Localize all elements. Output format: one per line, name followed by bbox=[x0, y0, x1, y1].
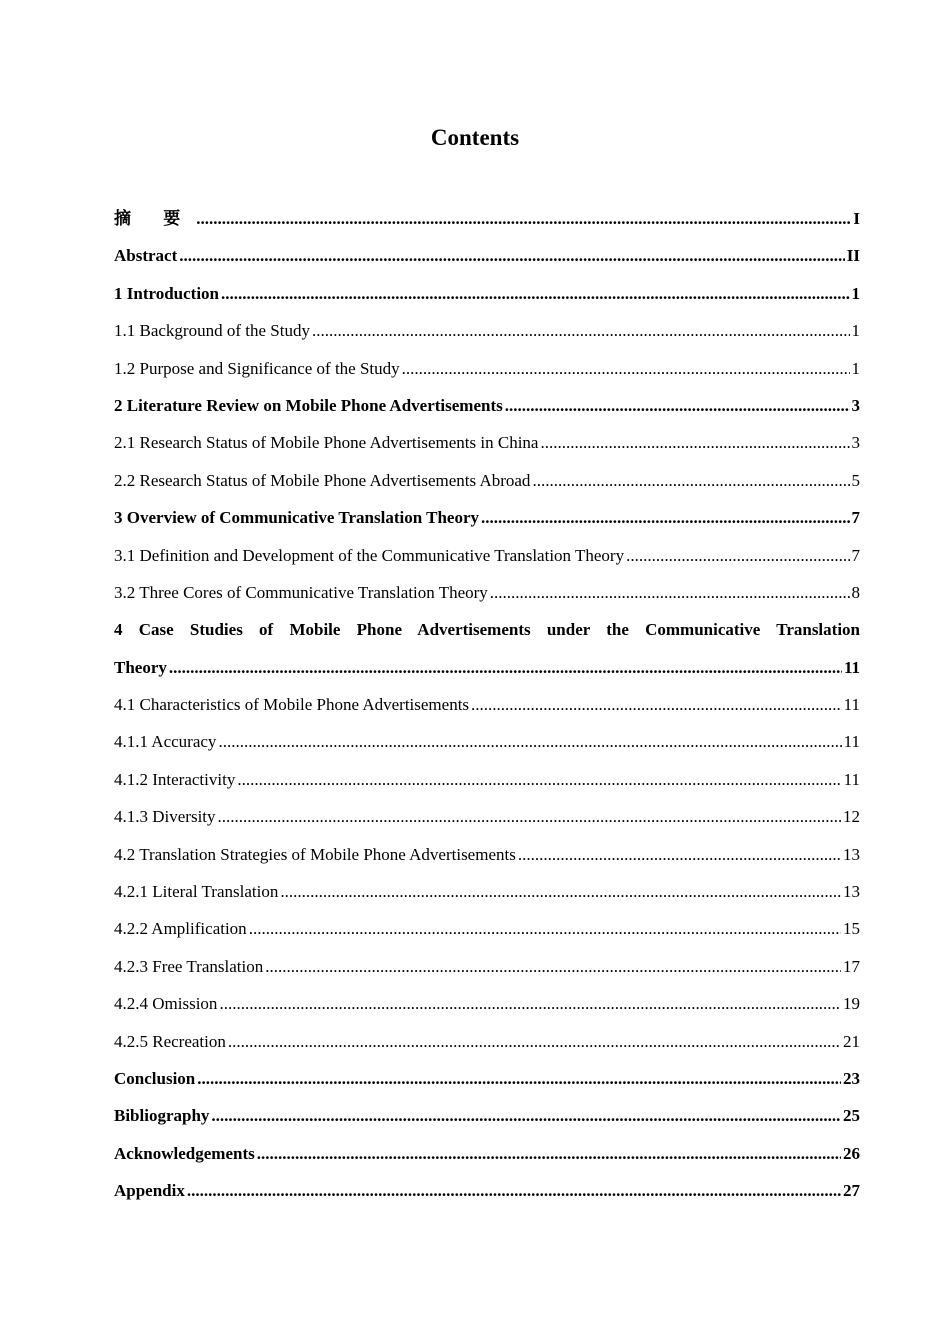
toc-entry-label: 4.2.2 Amplification bbox=[114, 919, 247, 939]
toc-entry-label: 4.1.2 Interactivity bbox=[114, 769, 236, 789]
toc-leader-dots bbox=[218, 723, 841, 760]
toc-entry-4-2[interactable] bbox=[114, 836, 860, 873]
toc-leader-dots bbox=[196, 200, 851, 237]
toc-leader-dots bbox=[218, 798, 841, 835]
toc-entry-4-1-2[interactable] bbox=[114, 761, 860, 798]
toc-entry-page: 1 bbox=[851, 321, 860, 341]
toc-entry-page: 11 bbox=[843, 657, 860, 677]
toc-entry-page: 13 bbox=[843, 882, 860, 902]
toc-entry-4-2-2[interactable] bbox=[114, 910, 860, 947]
toc-leader-dots bbox=[221, 275, 849, 312]
toc-entry-1-2[interactable] bbox=[114, 350, 860, 387]
toc-entry-label: 4.1 Characteristics of Mobile Phone Advertisements bbox=[114, 695, 470, 715]
toc-entry-label: 1.1 Background of the Study bbox=[114, 321, 310, 341]
toc-leader-dots bbox=[169, 649, 842, 686]
toc-leader-dots bbox=[471, 686, 842, 723]
toc-leader-dots bbox=[179, 237, 845, 274]
toc-entry-page: 23 bbox=[843, 1068, 860, 1088]
toc-entry-label: 4.2 Translation Strategies of Mobile Phone Advertisements bbox=[114, 844, 516, 864]
toc-entry-page: 11 bbox=[843, 732, 860, 752]
toc-entry-page: 17 bbox=[843, 956, 860, 976]
toc-entry-4-1[interactable] bbox=[114, 686, 860, 723]
toc-leader-dots bbox=[402, 350, 850, 387]
toc-entry-introduction[interactable] bbox=[114, 275, 860, 312]
toc-entry-page: 26 bbox=[843, 1143, 860, 1163]
toc-entry-4-2-5[interactable] bbox=[114, 1023, 860, 1060]
toc-entry-4-2-3[interactable] bbox=[114, 948, 860, 985]
toc-entry-4-2-4[interactable] bbox=[114, 985, 860, 1022]
toc-leader-dots bbox=[532, 462, 849, 499]
toc-entry-label: 1 Introduction bbox=[114, 283, 220, 303]
toc-entry-page: I bbox=[853, 209, 860, 228]
toc-entry-label: 4.1.1 Accuracy bbox=[114, 732, 217, 752]
toc-entry-label: Conclusion bbox=[114, 1068, 196, 1088]
toc-leader-dots bbox=[280, 873, 841, 910]
toc-entry-chapter-4-line2[interactable] bbox=[114, 649, 860, 686]
toc-entry-label: Bibliography bbox=[114, 1106, 210, 1126]
toc-entry-label: 4 Case Studies of Mobile Phone Advertisements under the Communicative Translation bbox=[114, 620, 860, 640]
toc-leader-dots bbox=[626, 537, 849, 574]
toc-entry-label: 3.2 Three Cores of Communicative Translation Theory bbox=[114, 582, 488, 602]
page-title: Contents bbox=[430, 125, 520, 150]
toc-entry-label: 2.1 Research Status of Mobile Phone Advertisements in China bbox=[114, 433, 539, 453]
toc-leader-dots bbox=[211, 1097, 841, 1134]
toc-entry-2-1[interactable] bbox=[114, 424, 860, 461]
toc-entry-label: Theory bbox=[114, 657, 167, 677]
toc-leader-dots bbox=[187, 1172, 841, 1209]
toc-entry-label: 2 Literature Review on Mobile Phone Advertisements bbox=[114, 395, 503, 415]
toc-leader-dots bbox=[257, 1135, 841, 1172]
toc-entry-4-1-1[interactable] bbox=[114, 723, 860, 760]
toc-entry-3-2[interactable] bbox=[114, 574, 860, 611]
toc-entry-abstract[interactable] bbox=[114, 237, 860, 274]
toc-entry-page: 27 bbox=[843, 1181, 860, 1201]
toc-entry-acknowledgements[interactable] bbox=[114, 1135, 860, 1172]
toc-entry-page: 21 bbox=[843, 1031, 860, 1051]
toc-entry-2-2[interactable] bbox=[114, 462, 860, 499]
toc-entry-4-2-1[interactable] bbox=[114, 873, 860, 910]
toc-entry-label: 3.1 Definition and Development of the Communicative Translation Theory bbox=[114, 545, 625, 565]
toc-entry-page: 15 bbox=[843, 919, 860, 939]
toc-entry-page: 1 bbox=[851, 283, 860, 303]
toc-entry-page: II bbox=[846, 246, 860, 266]
toc-entry-label: 3 Overview of Communicative Translation Theory bbox=[114, 508, 480, 528]
toc-entry-label: 摘 要 bbox=[114, 209, 195, 228]
toc-leader-dots bbox=[481, 499, 849, 536]
toc-leader-dots bbox=[505, 387, 850, 424]
toc-leader-dots bbox=[265, 948, 841, 985]
toc-entry-page: 3 bbox=[851, 433, 860, 453]
toc-entry-abstract-chinese[interactable] bbox=[114, 200, 860, 237]
toc-entry-1-1[interactable] bbox=[114, 312, 860, 349]
toc-entry-label: 4.2.3 Free Translation bbox=[114, 956, 264, 976]
toc-entry-label: 4.2.5 Recreation bbox=[114, 1031, 226, 1051]
toc-entry-4-1-3[interactable] bbox=[114, 798, 860, 835]
toc-entry-page: 3 bbox=[851, 395, 860, 415]
toc-entry-label: 4.2.1 Literal Translation bbox=[114, 882, 279, 902]
toc-leader-dots bbox=[228, 1023, 841, 1060]
toc-entry-label: 4.2.4 Omission bbox=[114, 994, 218, 1014]
toc-entry-conclusion[interactable] bbox=[114, 1060, 860, 1097]
toc-leader-dots bbox=[312, 312, 850, 349]
toc-entry-page: 11 bbox=[843, 695, 860, 715]
toc-entry-appendix[interactable] bbox=[114, 1172, 860, 1209]
toc-leader-dots bbox=[249, 910, 841, 947]
toc-leader-dots bbox=[490, 574, 850, 611]
toc-entry-label: 4.1.3 Diversity bbox=[114, 807, 216, 827]
toc-entry-page: 13 bbox=[843, 844, 860, 864]
toc-leader-dots bbox=[518, 836, 841, 873]
toc-entry-page: 5 bbox=[851, 470, 860, 490]
toc-entry-page: 8 bbox=[851, 582, 860, 602]
toc-entry-label: Abstract bbox=[114, 246, 178, 266]
toc-entry-page: 11 bbox=[843, 769, 860, 789]
toc-entry-label: 2.2 Research Status of Mobile Phone Advertisements Abroad bbox=[114, 470, 531, 490]
toc-entry-page: 1 bbox=[851, 358, 860, 378]
toc-entry-page: 7 bbox=[851, 545, 860, 565]
table-of-contents bbox=[114, 200, 860, 1210]
toc-entry-page: 25 bbox=[843, 1106, 860, 1126]
toc-entry-chapter-4-line1[interactable] bbox=[114, 611, 860, 648]
toc-entry-chapter-2[interactable] bbox=[114, 387, 860, 424]
toc-entry-page: 12 bbox=[843, 807, 860, 827]
toc-entry-label: Appendix bbox=[114, 1181, 185, 1201]
toc-leader-dots bbox=[219, 985, 841, 1022]
toc-leader-dots bbox=[237, 761, 841, 798]
toc-leader-dots bbox=[540, 424, 849, 461]
toc-entry-page: 7 bbox=[851, 508, 860, 528]
toc-entry-label: 1.2 Purpose and Significance of the Study bbox=[114, 358, 400, 378]
toc-entry-label: Acknowledgements bbox=[114, 1143, 255, 1163]
toc-leader-dots bbox=[197, 1060, 841, 1097]
toc-entry-chapter-3[interactable] bbox=[114, 499, 860, 536]
toc-entry-page: 19 bbox=[843, 994, 860, 1014]
toc-entry-3-1[interactable] bbox=[114, 537, 860, 574]
toc-entry-bibliography[interactable] bbox=[114, 1097, 860, 1134]
